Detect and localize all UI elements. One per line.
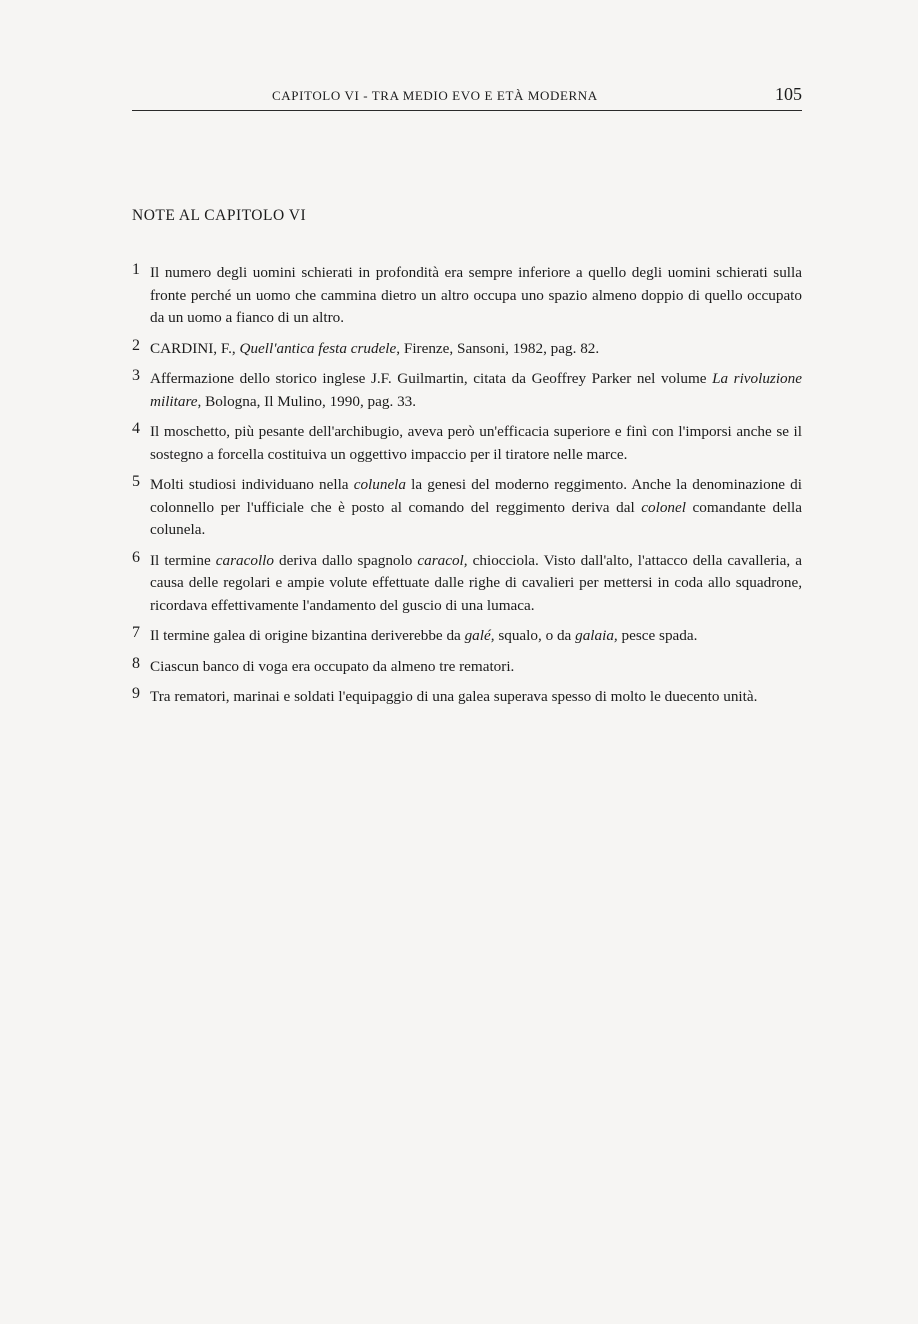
footnote-italic-text: colunela [353,476,406,493]
footnote [132,262,802,330]
running-head: CAPITOLO VI - TRA MEDIO EVO E ETÀ MODERNA [272,88,598,103]
footnote-text-run: Tra rematori, marinai e soldati l'equipaggio di una galea superava spesso di molto le duecento unità. [150,688,758,705]
footnote-text-run: deriva dallo spagnolo [274,551,418,569]
footnote-text-run: Il termine [150,551,216,569]
footnote [132,421,802,466]
footnote-number: 3 [132,367,140,384]
footnote-text-run: Il numero degli uomini schierati in profondità era sempre inferiore a quello degli uomini schierati sulla fronte perché un uomo che cammina dietro un altro occupa uno spazio almeno doppio di quello occupato da un uomo a fianco di un altro. [150,264,802,326]
footnote-text-run: Molti studiosi individuano nella [150,476,354,493]
footnote-text-run: Affermazione dello storico inglese J.F. Guilmartin, citata da Geoffrey Parker nel volume [150,370,713,387]
footnote-text [150,262,802,330]
footnote-text-run: Il termine galea di origine bizantina deriverebbe da [150,627,465,644]
footnote-number: 9 [132,685,140,702]
footnote-number: 8 [132,654,140,672]
footnote-text-run: chiocciola. Visto dall'alto, l'attacco della cavalleria, a causa delle regolari e ampie volute effettuate dalle righe di cavalieri per mettersi in coda allo squadrone, ricordava effettivamente l'andamento del guscio di una lumaca. [150,551,802,614]
footnote-number: 4 [132,420,140,437]
running-header [132,84,802,111]
footnote [132,625,802,648]
footnote-text [150,474,802,542]
footnote-number: 1 [132,261,140,278]
footnote-text-run: squalo, o da [494,627,576,644]
notes-list [132,262,802,717]
footnote-text-run: Il moschetto, più pesante dell'archibugio, aveva però un'efficacia superiore e finì con l'imporsi anche se il sostegno a forcella costituiva un oggettivo impaccio per il tiratore nelle marce. [150,423,802,463]
footnote-text-run: pesce spada. [617,627,698,644]
footnote [132,550,802,618]
footnote-text [150,656,802,679]
footnote-italic-text: caracollo [215,551,274,569]
footnote-text [150,421,802,466]
footnote-text-run: , Bologna, Il Mulino, 1990, pag. 33. [197,392,417,410]
footnote-text-run: Ciascun banco di voga era occupato da almeno tre rematori. [150,657,515,675]
footnote-italic-text: Quell'antica festa crudele [239,339,397,357]
footnote-text-run: CARDINI, F., [150,339,240,357]
footnote [132,474,802,542]
footnote-italic-text: galaia, [575,627,618,644]
footnote [132,686,802,709]
footnote-text-run: la genesi del moderno reggimento. Anche la denominazione di colonnello per l'ufficiale che è posto al comando del reggimento deriva dal [150,476,802,516]
footnote-italic-text: galé, [464,627,495,644]
footnote-number: 5 [132,473,140,490]
footnote-text [150,550,802,618]
footnote [132,338,802,361]
footnote [132,656,802,679]
footnote-text [150,625,802,648]
footnote-text [150,686,802,709]
footnote-text [150,338,802,361]
footnote [132,368,802,413]
footnote-italic-text: colonel [641,498,686,516]
footnote-text-run: comandante della colunela. [150,498,803,538]
page-number: 105 [775,84,802,104]
footnote-number: 2 [132,336,140,354]
footnote-text-run: , Firenze, Sansoni, 1982, pag. 82. [396,339,600,357]
footnote-text [150,368,802,413]
notes-title: NOTE AL CAPITOLO VI [132,207,307,224]
footnote-number: 7 [132,624,140,641]
footnote-italic-text: La rivoluzione militare [150,370,802,410]
footnote-number: 6 [132,548,140,566]
footnote-italic-text: caracol, [417,551,468,569]
